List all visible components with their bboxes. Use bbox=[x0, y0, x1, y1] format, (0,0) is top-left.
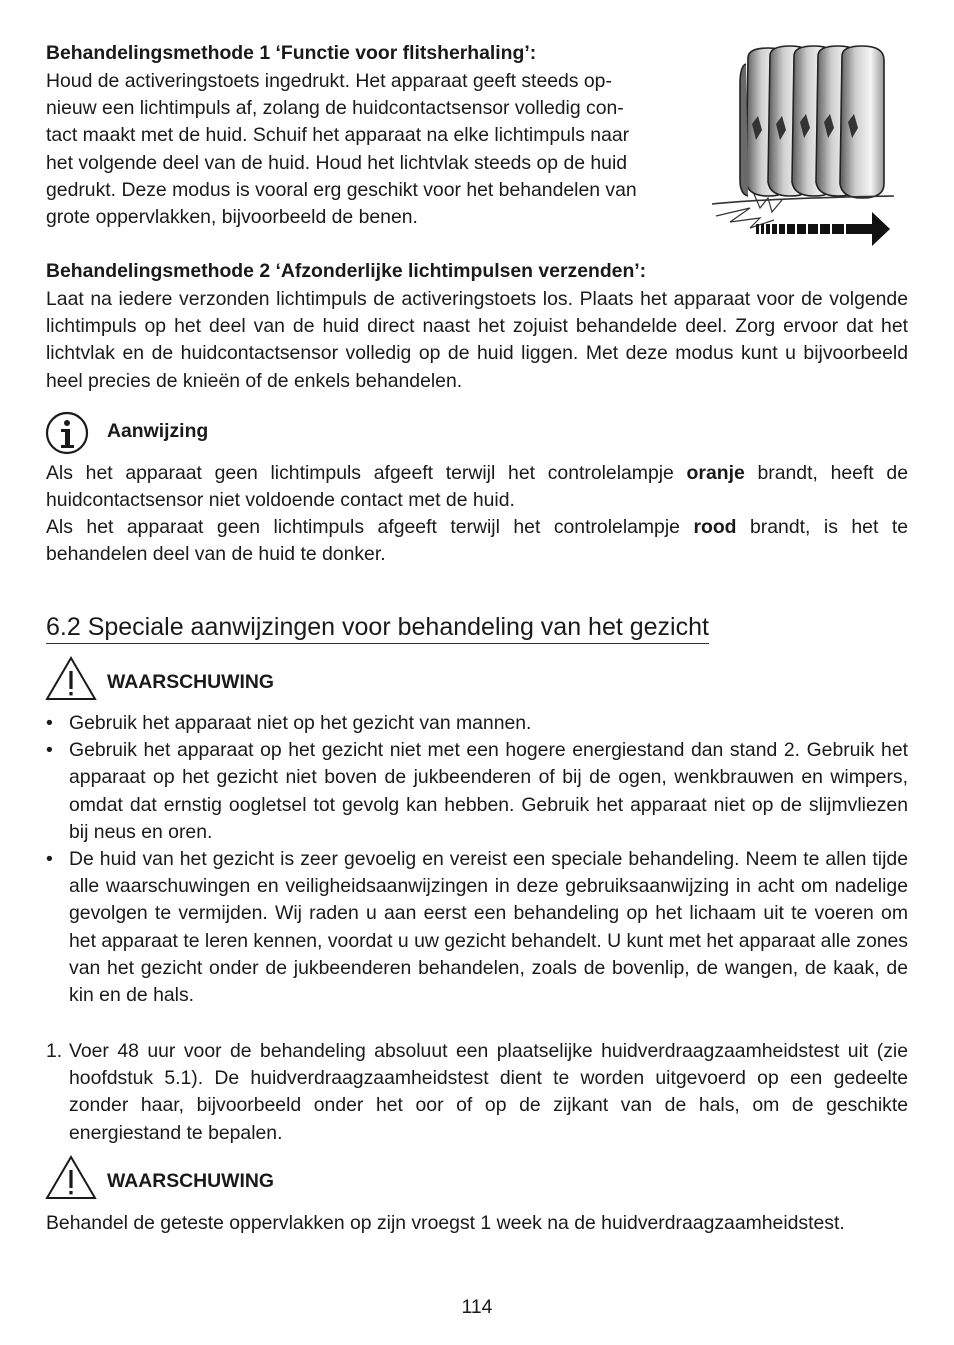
note-p2-before: Als het apparaat geen lichtimpuls afgeeft terwijl het controlelampje bbox=[46, 516, 694, 538]
method1-line: nieuw een lichtimpuls af, zolang de huidcontactsensor volledig con- bbox=[46, 97, 624, 120]
warning-icon bbox=[45, 655, 97, 701]
method1-body bbox=[46, 68, 706, 231]
method1-line: gedrukt. Deze modus is vooral erg geschikt voor het behandelen van bbox=[46, 178, 637, 201]
method1-heading: Behandelingsmethode 1 ‘Functie voor flitsherhaling’: bbox=[46, 42, 537, 64]
device-sliding-illustration bbox=[712, 44, 894, 250]
note-paragraph-2 bbox=[46, 514, 908, 568]
note-p1-after: brandt, heeft de huidcontactsensor niet voldoende contact met de huid. bbox=[46, 462, 908, 512]
warning2-label: WAARSCHUWING bbox=[107, 1170, 274, 1192]
section-title: 6.2 Speciale aanwijzingen voor behandeling van het gezicht bbox=[46, 612, 709, 644]
page-number: 114 bbox=[461, 1296, 493, 1318]
method1-line: tact maakt met de huid. Schuif het apparaat na elke lichtimpuls naar bbox=[46, 124, 630, 147]
note-p1-before: Als het apparaat geen lichtimpuls afgeeft terwijl het controlelampje bbox=[46, 462, 687, 484]
step-number: 1. bbox=[46, 1040, 63, 1062]
method1-line: Houd de activeringstoets ingedrukt. Het apparaat geeft steeds op- bbox=[46, 70, 612, 92]
warning2-text: Behandel de geteste oppervlakken op zijn vroegst 1 week na de huidverdraagzaamheidstest. bbox=[46, 1212, 845, 1234]
step-text: Voer 48 uur voor de behandeling absoluut een plaatselijke huidverdraagzaamheidstest uit (zie hoofdstuk 5.1). De huidverdraagzaamheidstest dient te worden uitgevoerd op een gedeelte zonder haar, bijvoorbeeld onder het oor of op de zijkant van de hals, om de geschikte energiestand te bepalen. bbox=[69, 1040, 908, 1144]
note-p2-bold: rood bbox=[693, 516, 737, 538]
list-item: • Gebruik het apparaat op het gezicht niet met een hogere energiestand dan stand 2. Gebruik het apparaat op het gezicht niet boven de jukbeenderen of bij de ogen, wenkbrauwen en wimpers, omdat dat ernstig oogletsel tot gevolg kan hebben. Gebruik het apparaat niet op de slijmvliezen bij neus en oren. bbox=[46, 737, 908, 846]
warning1-label: WAARSCHUWING bbox=[107, 671, 274, 693]
method1-line: grote oppervlakken, bijvoorbeeld de benen. bbox=[46, 206, 418, 229]
list-item: • De huid van het gezicht is zeer gevoelig en vereist een speciale behandeling. Neem te allen tijde alle waarschuwingen en veiligheidsaanwijzingen in deze gebruiksaanwijzing in acht om nadelige gevolgen te vermijden. Wij raden u aan eerst een behandeling op het lichaam uit te voeren om het apparaat te leren kennen, voordat u uw gezicht behandelt. U kunt met het apparaat alle zones van het gezicht onder de jukbeenderen behandelen, zoals de bovenlip, de wangen, de kaak, de kin en de hals. bbox=[46, 846, 908, 1009]
method2-body: Laat na iedere verzonden lichtimpuls de activeringstoets los. Plaats het apparaat voor de volgende lichtimpuls op het deel van de huid direct naast het zojuist behandelde deel. Zorg ervoor dat het lichtvlak en de huidcontactsensor volledig op de huid liggen. Met deze modus kunt u bijvoorbeeld heel precies de knieën of de enkels behandelen. bbox=[46, 288, 908, 392]
note-paragraph-1 bbox=[46, 460, 908, 514]
list-item: • Gebruik het apparaat niet op het gezicht van mannen. bbox=[46, 710, 908, 737]
method1-line: het volgende deel van de huid. Houd het lichtvlak steeds op de huid bbox=[46, 151, 628, 174]
note-p1-bold: oranje bbox=[686, 462, 745, 484]
note-label: Aanwijzing bbox=[107, 420, 209, 442]
list-item bbox=[46, 1038, 908, 1147]
warning1-bullet-list bbox=[46, 710, 908, 1009]
step-list bbox=[46, 1038, 908, 1147]
method2-heading: Behandelingsmethode 2 ‘Afzonderlijke lichtimpulsen verzenden’: bbox=[46, 260, 647, 282]
info-icon bbox=[45, 411, 89, 455]
warning-icon bbox=[45, 1154, 97, 1200]
note-p2-after: brandt, is het te behandelen deel van de huid te donker. bbox=[46, 516, 908, 566]
